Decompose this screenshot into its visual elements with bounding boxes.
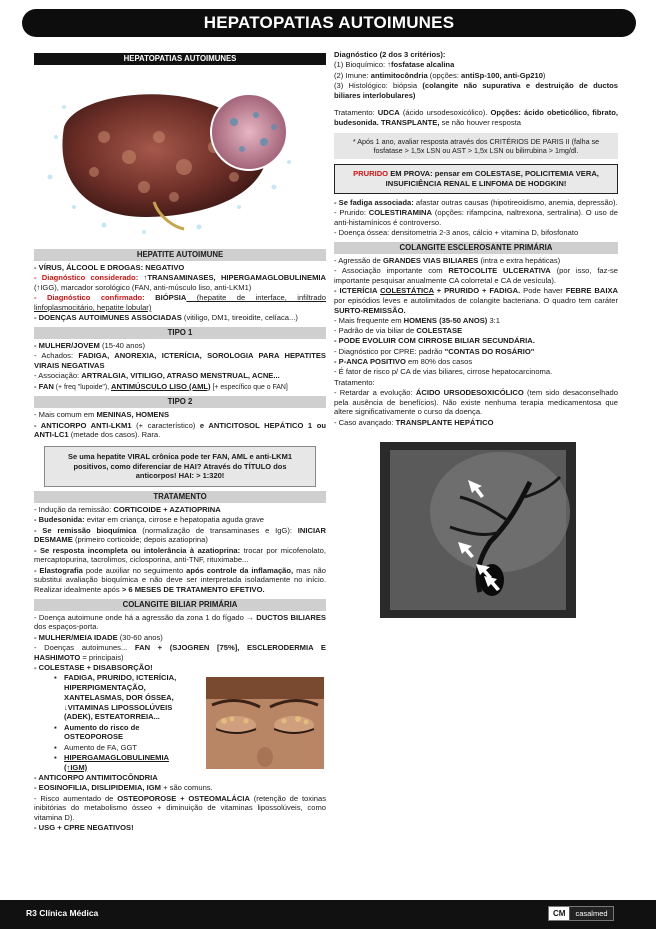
cbp-line-5: - ANTICORPO ANTIMITOCÔNDRIA bbox=[34, 773, 158, 783]
callout-hai-titulo: Se uma hepatite VIRAL crônica pode ter FAN, AML e anti-LKM1 positivos, como diferenciar de HAI? Através do TÍTULO dos anticorpos! HAI: > 1:320! bbox=[44, 446, 316, 487]
liver-image bbox=[34, 67, 326, 245]
cbp-bullets-row bbox=[34, 673, 326, 772]
cep-line-11: - Retardar a evolução: ÁCIDO URSODESOXICÓLICO (tem sido desaconselhado pela ausência de benefícios). Não existe nenhuma terapia medicamentosa que altere significativamente o curso da doença. bbox=[334, 388, 619, 417]
diag-title: Diagnóstico (2 dos 3 critérios): bbox=[334, 50, 446, 59]
section-header-hepatopatias: HEPATOPATIAS AUTOIMUNES bbox=[34, 53, 326, 65]
section-header-hai: HEPATITE AUTOIMUNE bbox=[34, 249, 326, 261]
liver-illustration bbox=[34, 67, 326, 245]
cbp-bullet-4: ▪ HIPERGAMAGLOBULINEMIA (↑IGM) bbox=[64, 753, 192, 772]
cbp-line-4: - COLESTASE + DISABSORÇÃO! bbox=[34, 663, 153, 673]
hai-line-2: - Diagnóstico considerado: ↑TRANSAMINASES, HIPERGAMAGLOBULINEMIA (↑IGG), marcador sorológico (FAN, anti-músculo liso, anti-LKM1) bbox=[34, 273, 326, 292]
trat-line-5: - Elastografia pode auxiliar no seguimento após controle da inflamação, mas não substitui avaliação bioquímica e não deve ser interpretada isoladamente no início. Realizar idealmente após > 6 MESES DE TRATAMENTO EFETIVO. bbox=[34, 565, 326, 595]
cep-line-12: - Caso avançado: TRANSPLANTE HEPÁTICO bbox=[334, 417, 494, 427]
tratamento-cbp: Tratamento: UDCA (ácido ursodesoxicólico). Opções: ácido obeticólico, fibrato, budesonida. TRANSPLANTE, se não houver resposta bbox=[334, 108, 618, 128]
brand-logo bbox=[548, 906, 614, 921]
xanthelasma-photo bbox=[206, 677, 324, 769]
page-title-banner: HEPATOPATIAS AUTOIMUNES bbox=[22, 9, 636, 37]
cep-line-8: - P-ANCA POSITIVO em 80% dos casos bbox=[334, 357, 473, 367]
section-header-tipo2: TIPO 2 bbox=[34, 396, 326, 408]
cep-line-5: - Padrão de via biliar de COLESTASE bbox=[334, 326, 463, 336]
trat-line-4: - Se resposta incompleta ou intolerância à azatioprina: trocar por micofenolato, mercaptopurina, tacrolimos, ciclosporina, anti-TNF, rituximabe... bbox=[34, 545, 326, 565]
hai-line-1: - VÍRUS, ÁLCOOL E DROGAS: NEGATIVO bbox=[34, 262, 185, 272]
section-header-tipo1: TIPO 1 bbox=[34, 327, 326, 339]
tipo2-line-1: - Mais comum em MENINAS, HOMENS bbox=[34, 410, 170, 420]
prurido-line: - Prurido: COLESTIRAMINA (opções: rifampcina, naltrexona, sertralina). O uso de anti-histamínicos é controverso. bbox=[334, 208, 618, 227]
prurido-callout: PRURIDO EM PROVA: pensar em COLESTASE, POLICITEMIA VERA, INSUFICIÊNCIA RENAL E LINFOMA DE HODGKIN! bbox=[334, 164, 618, 193]
brand-name: casalmed bbox=[570, 907, 612, 920]
diag-criterio-1: (1) Bioquímico: ↑fosfatase alcalina bbox=[334, 60, 455, 70]
cep-line-4: - Mais frequente em HOMENS (35-50 ANOS) 3:1 bbox=[334, 315, 500, 325]
cep-line-3: - ICTERÍCIA COLESTÁTICA + PRURIDO + FADIGA. Pode haver FEBRE BAIXA por episódios leves e autolimitados de colangite bacteriana. O quadro tem caráter SURTO-REMISSÃO. bbox=[334, 286, 619, 315]
cbp-line-7: - Risco aumentado de OSTEOPOROSE + OSTEOMALÁCIA (retenção de toxinas inibitórias do metabolismo ósseo + diminuição de vitaminas lipossolúveis, como vitamina D). bbox=[34, 793, 327, 823]
doenca-ossea-line: - Doença óssea: densitometria 2-3 anos, cálcio + vitamina D, bifosfonato bbox=[334, 228, 579, 238]
trat-line-2: - Budesonida: evitar em criança, cirrose e hepatopatia aguda grave bbox=[34, 515, 265, 525]
footer-title: R3 Clínica Médica bbox=[26, 908, 99, 918]
section-header-tratamento: TRATAMENTO bbox=[34, 491, 326, 503]
diag-criterio-2: (2) Imune: antimitocôndria (opções: antiSp-100, anti-Gp210) bbox=[334, 70, 546, 80]
fadiga-line: - Se fadiga associada: afastar outras causas (hipotireoidismo, anemia, depressão). bbox=[334, 197, 618, 207]
cep-line-7: - Diagnóstico por CPRE: padrão "CONTAS DO ROSÁRIO" bbox=[334, 346, 535, 356]
cbp-bullet-2: ▪ Aumento do risco de OSTEOPOROSE bbox=[64, 723, 192, 742]
cpre-xray-image bbox=[380, 442, 576, 618]
right-column bbox=[334, 50, 618, 621]
section-header-cbp: COLANGITE BILIAR PRIMÁRIA bbox=[34, 599, 326, 611]
cbp-line-6: - EOSINOFILIA, DISLIPIDEMIA, IGM + são comuns. bbox=[34, 783, 213, 793]
footer-bar bbox=[0, 900, 656, 929]
tipo1-line-2: - Achados: FADIGA, ANOREXIA, ICTERÍCIA, SOROLOGIA PARA HEPATITES VIRAIS NEGATIVAS bbox=[34, 351, 326, 371]
trat-line-3: - Se remissão bioquímica (normalização de transaminases e IgG): INICIAR DESMAME (primeiro corticoide; depois azatioprina) bbox=[34, 525, 327, 545]
section-header-cep: COLANGITE ESCLEROSANTE PRIMÁRIA bbox=[334, 242, 618, 254]
tipo1-line-1: - MULHER/JOVEM (15-40 anos) bbox=[34, 341, 145, 350]
diag-criterio-3: (3) Histológico: biópsia (colangite não supurativa e destruição de ductos biliares interlobulares) bbox=[334, 80, 618, 100]
tipo1-line-4: - FAN (+ freq "lupoide"), ANTIMÚSCULO LISO (AML) [+ específico que o FAN] bbox=[34, 381, 288, 391]
cep-line-9: - É fator de risco p/ CA de vias biliares, cirrose hepatocarcinoma. bbox=[334, 367, 553, 377]
cep-line-10: Tratamento: bbox=[334, 377, 375, 387]
cbp-bullet-3: ▪ Aumento de FA, GGT bbox=[64, 743, 192, 753]
cep-line-2: - Associação importante com RETOCOLITE ULCERATIVA (por isso, faz-se importante pesquisar anualmente CA colorretal e CA de vesícula). bbox=[334, 266, 618, 285]
hai-line-3: - Diagnóstico confirmado: BIÓPSIA (hepatite de interface, infiltrado linfoplasmocitário, hepatite lobular) bbox=[34, 293, 326, 312]
cbp-bullet-list bbox=[64, 673, 192, 772]
criterios-paris-note: * Após 1 ano, avaliar resposta através dos CRITÉRIOS DE PARIS II (falha se fosfatase > 1,5x LSN ou AST > 1,5x LSN ou bilirrubina > 1mg/dl. bbox=[334, 133, 618, 159]
cbp-line-1: - Doença autoimune onde há a agressão da zona 1 do fígado → DUCTOS BILIARES dos espaços-porta. bbox=[34, 612, 326, 632]
cbp-line-3: - Doenças autoimunes... FAN + (SJOGREN [75%], ESCLERODERMIA E HASHIMOTO = principais) bbox=[34, 643, 326, 662]
brand-mark: CM bbox=[549, 907, 570, 920]
cep-line-6: - PODE EVOLUIR COM CIRROSE BILIAR SECUNDÁRIA. bbox=[334, 336, 535, 346]
left-column bbox=[34, 50, 326, 834]
cbp-line-8: - USG + CPRE NEGATIVOS! bbox=[34, 823, 134, 833]
trat-line-1: - Indução da remissão: CORTICOIDE + AZATIOPRINA bbox=[34, 504, 221, 514]
cbp-bullet-1: ▪ FADIGA, PRURIDO, ICTERÍCIA, HIPERPIGMENTAÇÃO, XANTELASMAS, DOR ÓSSEA, ↓VITAMINAS LIPOSSOLÚVEIS (ADEK), ESTEATORREIA... bbox=[64, 673, 192, 722]
tipo2-line-2: - ANTICORPO ANTI-LKM1 (+ característico) e ANTICITOSOL HEPÁTICO 1 ou ANTI-LC1 (metade dos casos). Rara. bbox=[34, 420, 326, 440]
tipo1-line-3: - Associação: ARTRALGIA, VITILIGO, ATRASO MENSTRUAL, ACNE... bbox=[34, 371, 280, 381]
hai-line-4: - DOENÇAS AUTOIMUNES ASSOCIADAS (vitiligo, DM1, tireoidite, celíaca...) bbox=[34, 313, 298, 323]
cbp-line-2: - MULHER/MEIA IDADE (30-60 anos) bbox=[34, 632, 163, 642]
cep-line-1: - Agressão de GRANDES VIAS BILIARES (intra e extra hepáticas) bbox=[334, 255, 561, 265]
